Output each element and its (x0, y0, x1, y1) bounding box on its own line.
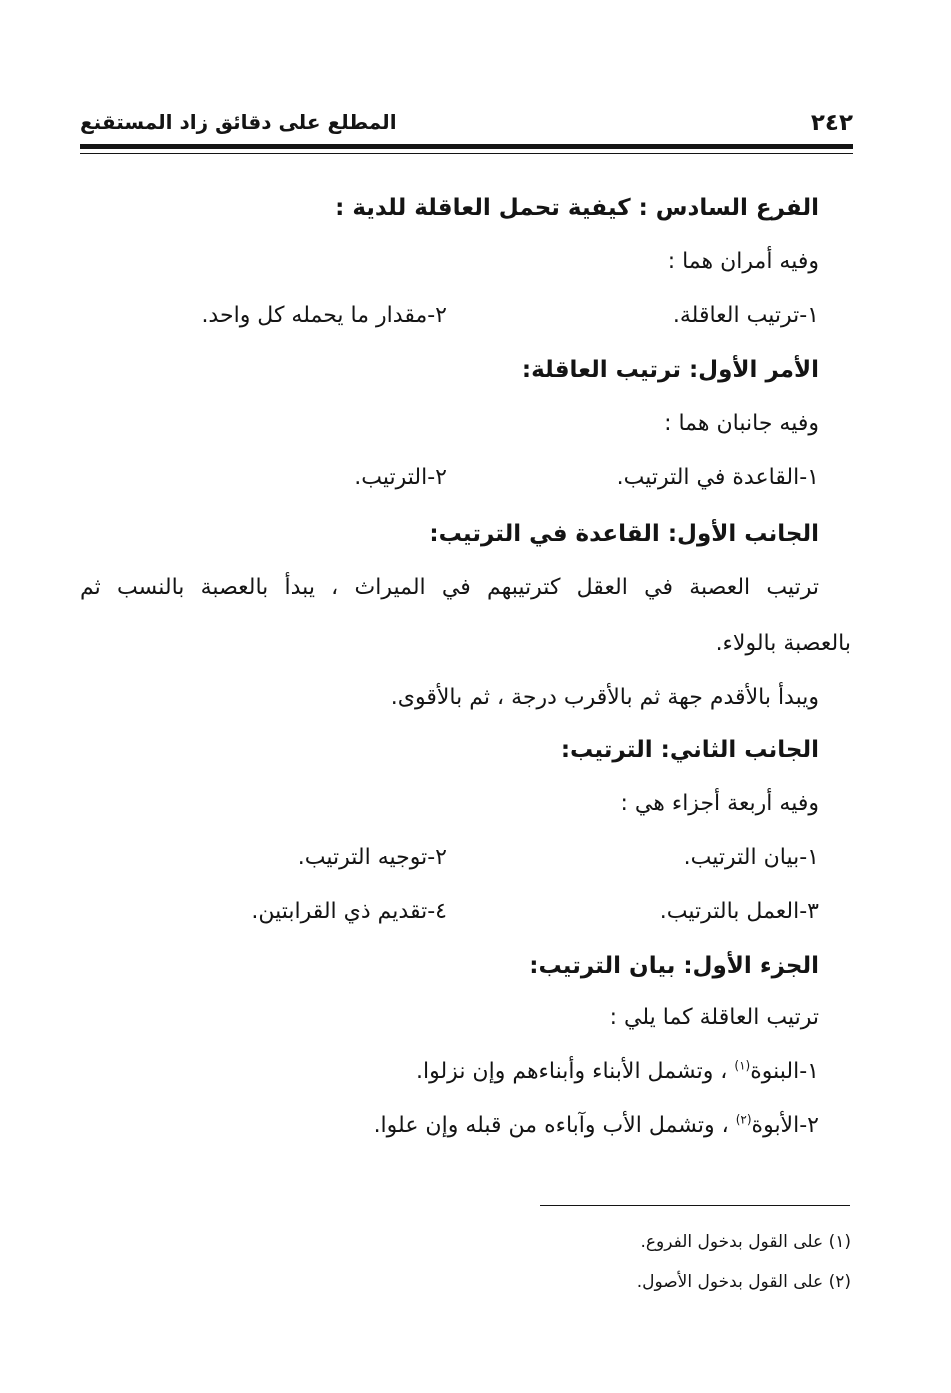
list-item: ٣-العمل بالترتيب. (659, 899, 819, 924)
list-item: ١-القاعدة في الترتيب. (616, 465, 819, 490)
list-item: ٤-تقديم ذي القرابتين. (251, 899, 447, 924)
section-heading: الفرع السادس : كيفية تحمل العاقلة للدية : (335, 195, 819, 221)
two-column-list (80, 456, 819, 500)
list-item: ١-ترتيب العاقلة. (672, 303, 819, 328)
header-rule-thin (80, 153, 853, 154)
intro-text: وفيه أمران هما : (667, 249, 819, 274)
list-item: ٢-توجيه الترتيب. (297, 845, 447, 870)
header-rule-thick (80, 144, 853, 149)
two-column-list (80, 890, 819, 934)
paragraph-line: بالعصبة بالولاء. (715, 631, 851, 656)
numbered-item (80, 1104, 819, 1148)
footnote-ref[interactable]: (٢) (735, 1112, 752, 1127)
item-label: ١-البنوة (750, 1059, 819, 1084)
section-heading: الجزء الأول: بيان الترتيب: (529, 953, 819, 979)
item-label: ٢-الأبوة (751, 1113, 819, 1138)
footnote: (١) على القول بدخول الفروع. (640, 1232, 851, 1252)
list-item: ٢-الترتيب. (354, 465, 447, 490)
footnote: (٢) على القول بدخول الأصول. (636, 1272, 851, 1292)
book-title: المطلع على دقائق زاد المستقنع (80, 110, 397, 134)
page-header (80, 110, 853, 142)
two-column-list (80, 836, 819, 880)
paragraph: ويبدأ بالأقدم جهة ثم بالأقرب درجة ، ثم بالأقوى. (390, 685, 819, 710)
intro-text: وفيه أربعة أجزاء هي : (620, 791, 819, 816)
footnote-ref[interactable]: (١) (734, 1058, 751, 1073)
paragraph-line: ترتيب العصبة في العقل كترتيبهم في الميراث ، يبدأ بالعصبة بالنسب ثم (80, 575, 819, 600)
two-column-list (80, 294, 819, 338)
item-text: ، وتشمل الأب وآباءه من قبله وإن علوا. (373, 1113, 729, 1138)
section-heading: الجانب الأول: القاعدة في الترتيب: (429, 521, 819, 547)
intro-text: وفيه جانبان هما : (664, 411, 819, 436)
footnote-separator (540, 1205, 850, 1206)
intro-text: ترتيب العاقلة كما يلي : (609, 1005, 819, 1030)
section-heading: الأمر الأول: ترتيب العاقلة: (521, 357, 819, 383)
section-heading: الجانب الثاني: الترتيب: (560, 737, 819, 763)
page-number: ٢٤٢ (810, 110, 853, 136)
list-item: ١-بيان الترتيب. (683, 845, 819, 870)
numbered-item (80, 1050, 819, 1094)
list-item: ٢-مقدار ما يحمله كل واحد. (201, 303, 447, 328)
item-text: ، وتشمل الأبناء وأبناءهم وإن نزلوا. (416, 1059, 728, 1084)
